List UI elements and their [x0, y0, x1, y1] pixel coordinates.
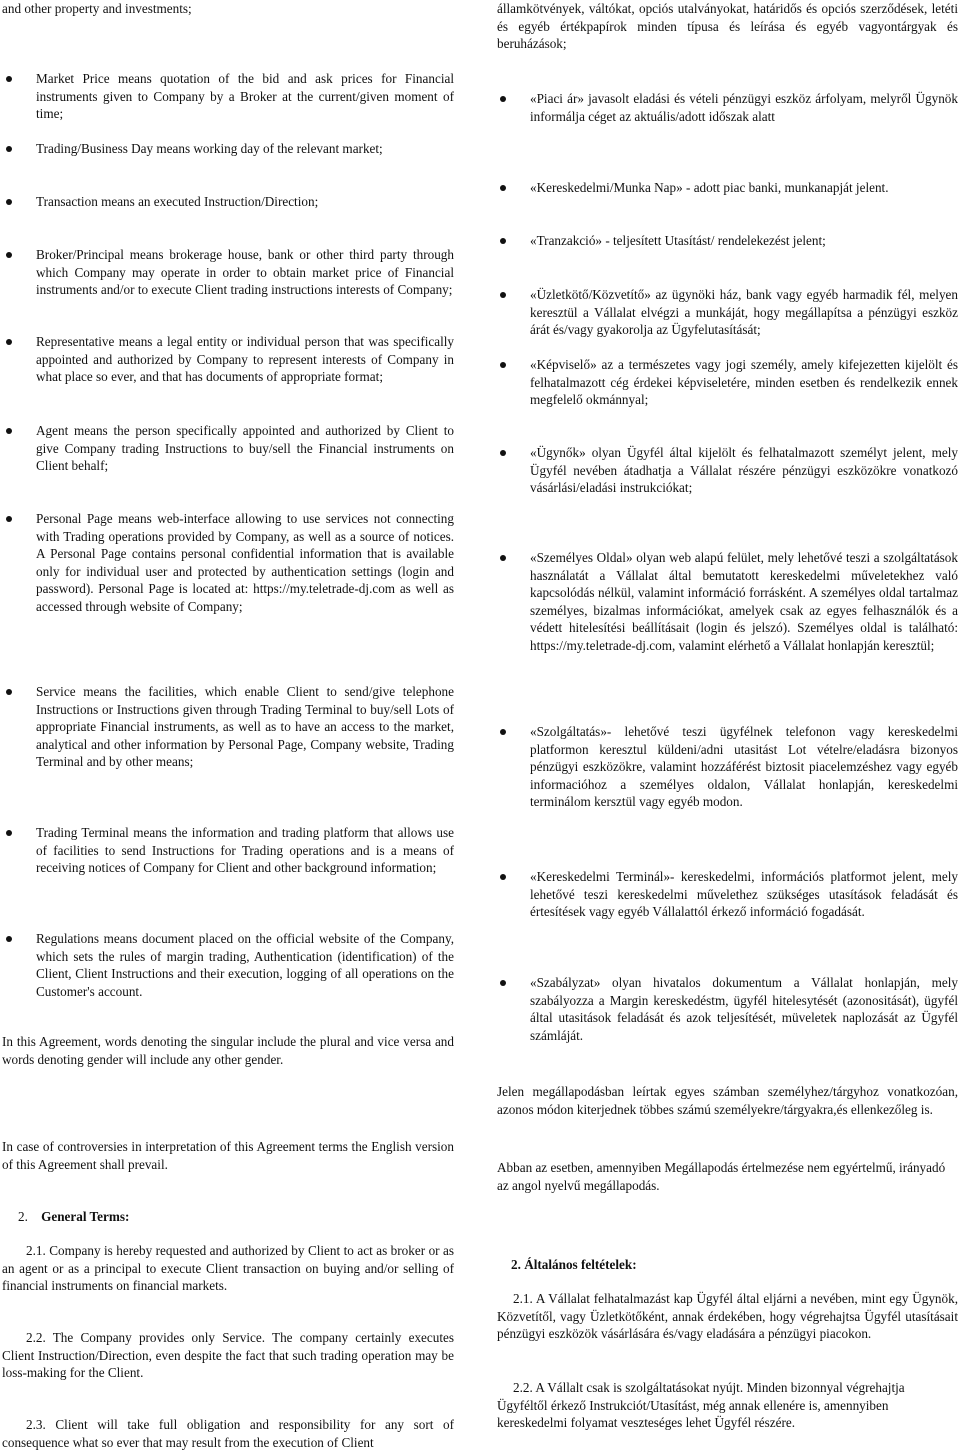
right-para-plural: Jelen megállapodásban leírtak egyes számban személyhez/tárgyhoz vonatkozóan, azonos módon kiterjednek többes számú személyekre/tárgyakra,és ellenkezőleg is. [497, 1084, 958, 1117]
bullet-icon [500, 874, 506, 880]
def-trading-terminal: Trading Terminal means the information and trading platform that allows use of facilities to send Instructions for Trading operations and is a means of receiving notices of Company for Client and other background information; [36, 825, 454, 876]
def-kepviselo: «Képviselő» az a természetes vagy jogi személy, amely kifejezetten kijelölt és felhatalmazott cég érdekei képviseletére, minden esetben és rendelkezik ennek megfelelő okmánnyal; [530, 357, 958, 408]
right-intro: államkötvények, váltókat, opciós utalványokat, határidős és opciós szerződések, letéti és egyéb értékpapírok minden típusa és leírása és egyéb vagyontárgyak és beruházások; [497, 1, 958, 52]
clause-number: 2.1. [26, 1243, 46, 1258]
left-para-plural: In this Agreement, words denoting the singular include the plural and vice versa and words denoting gender will include any other gender. [2, 1034, 454, 1067]
bullet-icon [500, 450, 506, 456]
bullet-icon [500, 96, 506, 102]
def-regulations: Regulations means document placed on the official website of the Company, which sets the rules of margin trading, Authentication (identification) of the Client, Client Instructions and their execution, logging of all operations on the Customer's account. [36, 931, 454, 999]
def-tranzakcio: «Tranzakció» - teljesített Utasítást/ rendelekezést jelent; [530, 233, 826, 248]
def-piaci-ar: «Piaci ár» javasolt eladási és vételi pénzügyi eszköz árfolyam, melyről Ügynök informálja céget az aktuális/adott időszak alatt [530, 91, 958, 124]
def-szemelyes-oldal: «Személyes Oldal» olyan web alapú felület, mely lehetővé teszi a szolgáltatások használatát a Vállalat által bemutatott kereskedelmi műveletekhez való kapcsolódás nélkül, valamint információ forrásként. A személyes oldal tartalmaz személyes, bizalmas információkat, amelyek csak az egyes felhasználók és a védett hitelesítési beállításait (login és jelszó). Személyes oldal is található: https://my.teletrade-dj.com, valamint elérhető a Vállalat honlapján keresztül; [530, 550, 958, 653]
bullet-icon [6, 339, 12, 345]
bullet-icon [500, 980, 506, 986]
section-number: 2. [511, 1257, 521, 1272]
clause-text: A Vállalat felhatalmazást kap Ügyfél által eljárni a nevében, mint egy Ügynök, Közvetítől, vagy Üzletkötőként, annak érdekében, hogy végrehajtsa Ügyfél utasításait pénzügyi eszközök vásárlására és/vagy eladására a pénzügyi piacokon. [497, 1291, 958, 1342]
left-para-controversy: In case of controversies in interpretation of this Agreement terms the English version of this Agreement shall prevail. [2, 1139, 454, 1172]
def-kereskedelmi-terminal: «Kereskedelmi Terminál»- kereskedelmi, információs platformot jelent, mely lehetővé teszi kereskedelmi művelethez szükséges utasítások feladását és értesítések vagy egyéb Vállalattól érkező információ fogadását. [530, 869, 958, 920]
bullet-icon [6, 830, 12, 836]
def-trading-day: Trading/Business Day means working day of the relevant market; [36, 141, 383, 156]
left-intro: and other property and investments; [2, 1, 192, 16]
def-transaction: Transaction means an executed Instruction/Direction; [36, 194, 319, 209]
def-broker: Broker/Principal means brokerage house, bank or other third party through which Company may operate in order to obtain market price of Financial instruments and/or to execute Client trading instructions interests of Company; [36, 247, 454, 298]
clause-number: 2.3. [26, 1417, 46, 1432]
def-szolgaltatas: «Szolgáltatás»- lehetővé teszi ügyfélnek telefonon vagy kereskedelmi platformon keresztul küldeni/adni utasitást Lot vételre/eladásra bizonyos pénzügyi eszközökre, valamint hozzáférést biztosit piacelemzéshez vagy egyéb informacióhoz a személyes oldalon, Vállalat honlapján, kereskedelmi terminálom kersztül vagy egyéb modon. [530, 724, 958, 810]
left-section-heading [18, 1208, 129, 1226]
bullet-icon [6, 689, 12, 695]
bullet-icon [6, 516, 12, 522]
def-market-price: Market Price means quotation of the bid and ask prices for Financial instruments given to Company by a Broker at the current/given moment of time; [36, 71, 454, 122]
section-title: Általános feltételek: [524, 1257, 637, 1272]
right-clause-2-2 [497, 1379, 958, 1432]
bullet-icon [500, 362, 506, 368]
bullet-icon [6, 428, 12, 434]
clause-number: 2.1. [513, 1291, 533, 1306]
def-kereskedelmi-nap: «Kereskedelmi/Munka Nap» - adott piac banki, munkanapját jelent. [530, 180, 889, 195]
bullet-icon [500, 729, 506, 735]
section-number: 2. [18, 1209, 28, 1224]
bullet-icon [6, 76, 12, 82]
bullet-icon [6, 252, 12, 258]
def-service: Service means the facilities, which enable Client to send/give telephone Instructions or Instructions given through Trading Terminal to buy/sell Lots of appropriate Financial instruments, as well as to have an access to the market, analytical and other information by Personal Page, Company website, Trading Terminal and by other means; [36, 684, 454, 770]
bullet-icon [500, 185, 506, 191]
clause-text: Client will take full obligation and responsibility for any sort of consequence what so ever that may result from the execution of Client [2, 1417, 454, 1450]
bullet-icon [6, 146, 12, 152]
def-ugynok: «Ügynők» olyan Ügyfél által kijelölt és felhatalmazott személyt jelent, mely Ügyfél nevében átadhatja a Vállalat részére pénzügyi eszközökre vonatkozó vásárlási/eladási instrukciókat; [530, 445, 958, 496]
clause-number: 2.2. [26, 1330, 46, 1345]
def-personal-page: Personal Page means web-interface allowing to use services not connecting with Trading operations provided by Company, as well as a source of notices. A Personal Page contains personal confidential information that is available only for individual user and protected by authentication settings (login and password). Personal Page is located at: https://my.teletrade-dj.com as well as accessed through website of Company; [36, 511, 454, 614]
def-szabalyzat: «Szabályzat» olyan hivatalos dokumentum a Vállalat honlapján, mely szabályozza a Margin kereskedéstm, ügyfél hitelesytését (azonositását), ügyfél által utasitások feladását és azok teljesítését, müveletek naplozását az Ügyfél számláját. [530, 975, 958, 1043]
left-clause-2-3 [2, 1416, 454, 1451]
left-clause-2-1 [2, 1242, 454, 1295]
section-title: General Terms: [41, 1209, 130, 1224]
bullet-icon [500, 292, 506, 298]
left-clause-2-2 [2, 1329, 454, 1382]
right-section-heading [511, 1256, 637, 1274]
def-representative: Representative means a legal entity or individual person that was specifically appointed and authorized by Company to represent interests of Company in what place so ever, and that has documents of appropriate format; [36, 334, 454, 385]
clause-number: 2.2. [513, 1380, 533, 1395]
clause-text: A Vállalt csak is szolgáltatásokat nyújt. Minden bizonnyal végrehajtja Ügyféltől érkező Instrukciót/Utasítást, még annak ellenére is, amennyiben kereskedelmi folyamat veszteséges lehet Ügyfél részére. [497, 1380, 905, 1431]
bullet-icon [6, 199, 12, 205]
clause-text: The Company provides only Service. The company certainly executes Client Instruction/Direction, even despite the fact that such trading operation may be loss-making for the Client. [2, 1330, 454, 1381]
bullet-icon [6, 936, 12, 942]
bullet-icon [500, 555, 506, 561]
right-para-controversy: Abban az esetben, amennyiben Megállapodás értelmezése nem egyértelmű, irányadó az angol nyelvű megállapodás. [497, 1160, 946, 1193]
def-agent: Agent means the person specifically appointed and authorized by Client to give Company trading Instructions to buy/sell the Financial instruments on Client behalf; [36, 423, 454, 474]
right-clause-2-1 [497, 1290, 958, 1343]
clause-text: Company is hereby requested and authorized by Client to act as broker or as an agent or as a principal to execute Client transaction on buying and/or selling of financial instruments on financial markets. [2, 1243, 455, 1294]
def-uzletkoto: «Üzletkötő/Közvetítő» az ügynöki ház, bank vagy egyéb harmadik fél, melyen keresztül a Vállalat elvégzi a munkáját, hogy megállapítsa a pénzügyi eszköz árát és/vagy gyakorolja az Ügyfelutasítását; [530, 287, 958, 338]
bullet-icon [500, 238, 506, 244]
